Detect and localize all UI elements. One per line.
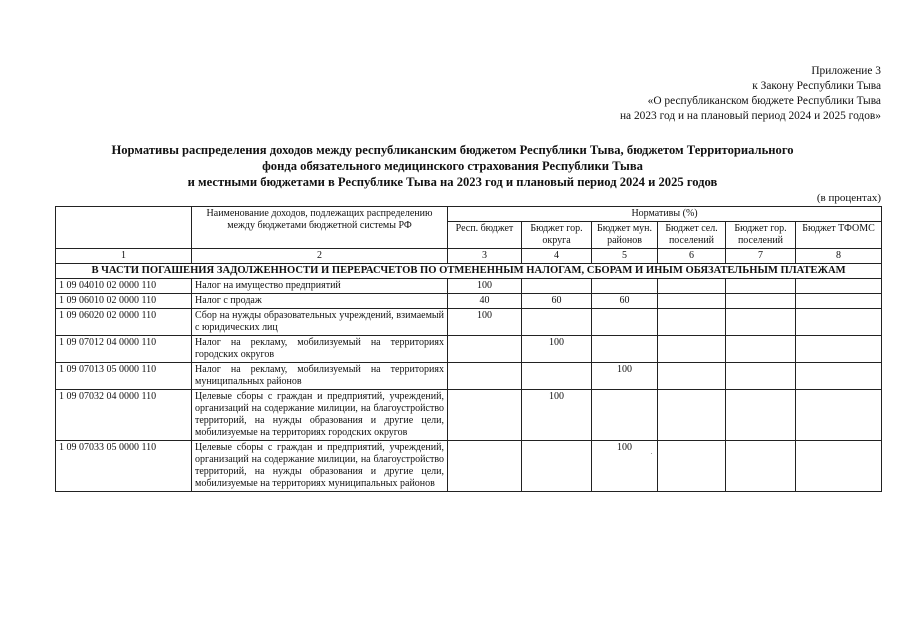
document-title [40,142,865,190]
value-cell [796,390,882,441]
column-header: Бюджет ТФОМС [796,222,882,249]
value-cell [726,279,796,294]
value-cell [726,309,796,336]
value-cell [658,363,726,390]
column-number: 7 [726,249,796,264]
value-cell [796,441,882,492]
table-row [56,390,882,441]
appendix-line: на 2023 год и на плановый период 2024 и 2025 годов» [619,110,881,122]
value-cell [796,363,882,390]
revenue-name: Целевые сборы с граждан и предприятий, учреждений, организаций на содержание милиции, на благоустройство территорий, на нужды образования и другие цели, мобилизуемые на территориях городских округов [192,390,448,441]
revenue-name: Сбор на нужды образовательных учреждений, взимаемый с юридических лиц [192,309,448,336]
revenue-code: 1 09 07012 04 0000 110 [56,336,192,363]
value-cell [522,363,592,390]
value-cell [592,336,658,363]
value-cell [522,441,592,492]
column-number: 2 [192,249,448,264]
value-cell [658,336,726,363]
column-number-row [56,249,882,264]
revenue-code: 1 09 07032 04 0000 110 [56,390,192,441]
table-row [56,279,882,294]
value-cell: 100 [448,279,522,294]
revenue-name: Налог на имущество предприятий [192,279,448,294]
value-cell [658,441,726,492]
value-cell [726,390,796,441]
column-number: 3 [448,249,522,264]
appendix-line: Приложение 3 [811,65,881,77]
appendix-line: к Закону Республики Тыва [752,80,881,92]
table-row [56,336,882,363]
value-cell [796,336,882,363]
title-line: Нормативы распределения доходов между республиканским бюджетом Республики Тыва, бюджетом Территориального [111,143,794,157]
title-line: и местными бюджетами в Республике Тыва на 2023 год и плановый период 2024 и 2025 годов [187,175,718,189]
value-cell: 100 [592,363,658,390]
column-header: Бюджет гор. поселений [726,222,796,249]
column-header: Бюджет гор. округа [522,222,592,249]
value-cell [658,390,726,441]
normatives-table [55,206,882,492]
value-cell: 100 [592,441,658,492]
title-line: фонда обязательного медицинского страхования Республики Тыва [262,159,643,173]
value-cell [448,363,522,390]
column-header: Бюджет сел. поселений [658,222,726,249]
column-number: 4 [522,249,592,264]
value-cell: 40 [448,294,522,309]
value-cell [592,309,658,336]
revenue-name: Налог на рекламу, мобилизуемый на территориях городских округов [192,336,448,363]
appendix-line: «О республиканском бюджете Республики Тыва [647,95,881,107]
revenue-code: 1 09 07033 05 0000 110 [56,441,192,492]
table-row [56,309,882,336]
section-row [56,264,882,279]
revenue-code: 1 09 06020 02 0000 110 [56,309,192,336]
value-cell [522,279,592,294]
value-cell [796,294,882,309]
column-number: 6 [658,249,726,264]
section-title: В ЧАСТИ ПОГАШЕНИЯ ЗАДОЛЖЕННОСТИ И ПЕРЕРАСЧЕТОВ ПО ОТМЕНЕННЫМ НАЛОГАМ, СБОРАМ И ИНЫМ ОБЯЗАТЕЛЬНЫМ ПЛАТЕЖАМ [56,264,882,279]
value-cell [796,309,882,336]
table-row [56,294,882,309]
revenue-name: Налог с продаж [192,294,448,309]
appendix-header [620,64,881,124]
revenue-code: 1 09 04010 02 0000 110 [56,279,192,294]
value-cell [592,390,658,441]
revenue-name: Налог на рекламу, мобилизуемый на территориях муниципальных районов [192,363,448,390]
value-cell [592,279,658,294]
value-cell [448,441,522,492]
value-cell [522,309,592,336]
revenue-name: Целевые сборы с граждан и предприятий, учреждений, организаций на содержание милиции, на благоустройство территорий, на нужды образования и другие цели, мобилизуемые на территориях муниципальных районов [192,441,448,492]
header-row [56,207,882,222]
value-cell: 60 [592,294,658,309]
name-header: Наименование доходов, подлежащих распределению между бюджетами бюджетной системы РФ [192,207,448,249]
value-cell [658,294,726,309]
value-cell [796,279,882,294]
value-cell: 100 [522,390,592,441]
column-number: 8 [796,249,882,264]
value-cell [658,309,726,336]
revenue-code: 1 09 06010 02 0000 110 [56,294,192,309]
value-cell [658,279,726,294]
revenue-code: 1 09 07013 05 0000 110 [56,363,192,390]
value-cell [726,363,796,390]
code-header [56,207,192,249]
unit-note: (в процентах) [816,192,881,204]
value-cell: 100 [522,336,592,363]
column-number: 1 [56,249,192,264]
scan-speck [651,453,652,454]
value-cell: 100 [448,309,522,336]
value-cell [726,294,796,309]
normatives-header: Нормативы (%) [448,207,882,222]
table-row [56,441,882,492]
column-header: Респ. бюджет [448,222,522,249]
value-cell [448,390,522,441]
column-header: Бюджет мун. районов [592,222,658,249]
table-row [56,363,882,390]
value-cell: 60 [522,294,592,309]
column-number: 5 [592,249,658,264]
value-cell [448,336,522,363]
value-cell [726,441,796,492]
value-cell [726,336,796,363]
